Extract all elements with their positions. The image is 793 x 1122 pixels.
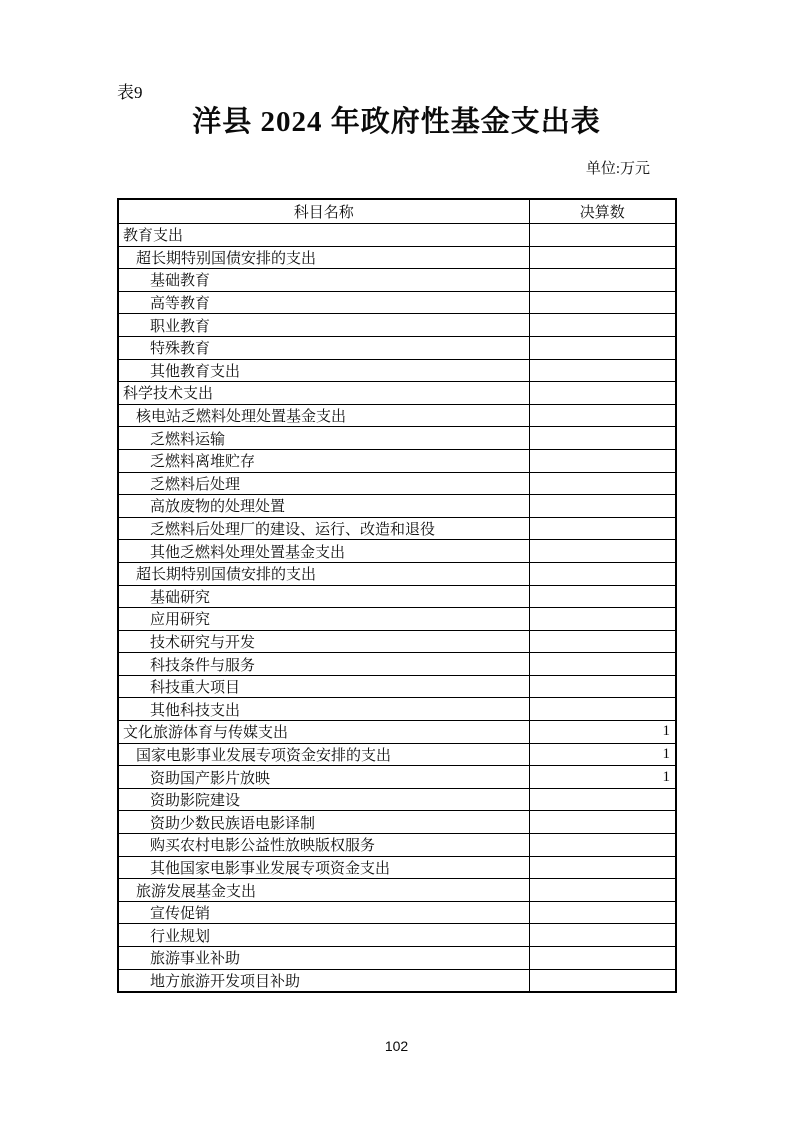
amount-cell <box>529 562 676 585</box>
table-row <box>118 653 676 676</box>
table-row <box>118 743 676 766</box>
amount-cell <box>529 540 676 563</box>
amount-cell <box>529 901 676 924</box>
amount-cell <box>529 653 676 676</box>
subject-name-cell: 科技条件与服务 <box>118 653 529 676</box>
column-header-amount: 决算数 <box>529 199 676 224</box>
subject-name-cell: 宣传促销 <box>118 901 529 924</box>
table-row <box>118 834 676 857</box>
table-row <box>118 879 676 902</box>
unit-note: 单位:万元 <box>585 161 650 177</box>
amount-cell <box>529 969 676 992</box>
subject-name-cell: 乏燃料离堆贮存 <box>118 449 529 472</box>
amount-cell: 1 <box>529 721 676 744</box>
table-row <box>118 856 676 879</box>
table-row <box>118 495 676 518</box>
amount-cell <box>529 269 676 292</box>
table-row <box>118 721 676 744</box>
amount-cell <box>529 856 676 879</box>
table-row <box>118 924 676 947</box>
amount-cell <box>529 427 676 450</box>
amount-cell <box>529 608 676 631</box>
table-row <box>118 562 676 585</box>
table-row <box>118 359 676 382</box>
subject-name-cell: 其他科技支出 <box>118 698 529 721</box>
subject-name-cell: 乏燃料运输 <box>118 427 529 450</box>
subject-name-cell: 资助国产影片放映 <box>118 766 529 789</box>
table-row <box>118 608 676 631</box>
table-row <box>118 449 676 472</box>
subject-name-cell: 其他国家电影事业发展专项资金支出 <box>118 856 529 879</box>
table-row <box>118 766 676 789</box>
table-row <box>118 630 676 653</box>
table-number-label: 表9 <box>117 83 143 102</box>
table-row <box>118 404 676 427</box>
table-row <box>118 788 676 811</box>
subject-name-cell: 购买农村电影公益性放映版权服务 <box>118 834 529 857</box>
amount-cell <box>529 472 676 495</box>
table-row <box>118 291 676 314</box>
table-row <box>118 472 676 495</box>
table-row <box>118 246 676 269</box>
amount-cell <box>529 585 676 608</box>
amount-cell <box>529 495 676 518</box>
amount-cell <box>529 359 676 382</box>
amount-cell <box>529 314 676 337</box>
table-row <box>118 675 676 698</box>
subject-name-cell: 高等教育 <box>118 291 529 314</box>
table-row <box>118 427 676 450</box>
amount-cell <box>529 879 676 902</box>
amount-cell <box>529 924 676 947</box>
amount-cell <box>529 517 676 540</box>
subject-name-cell: 文化旅游体育与传媒支出 <box>118 721 529 744</box>
subject-name-cell: 地方旅游开发项目补助 <box>118 969 529 992</box>
amount-cell: 1 <box>529 766 676 789</box>
table-row <box>118 269 676 292</box>
subject-name-cell: 基础研究 <box>118 585 529 608</box>
subject-name-cell: 超长期特别国债安排的支出 <box>118 562 529 585</box>
amount-cell <box>529 246 676 269</box>
table-row <box>118 517 676 540</box>
amount-cell <box>529 404 676 427</box>
table-row <box>118 224 676 247</box>
subject-name-cell: 行业规划 <box>118 924 529 947</box>
subject-name-cell: 特殊教育 <box>118 336 529 359</box>
subject-name-cell: 技术研究与开发 <box>118 630 529 653</box>
subject-name-cell: 科学技术支出 <box>118 382 529 405</box>
table-row <box>118 382 676 405</box>
subject-name-cell: 应用研究 <box>118 608 529 631</box>
table-row <box>118 698 676 721</box>
subject-name-cell: 核电站乏燃料处理处置基金支出 <box>118 404 529 427</box>
amount-cell: 1 <box>529 743 676 766</box>
amount-cell <box>529 947 676 970</box>
subject-name-cell: 基础教育 <box>118 269 529 292</box>
table-row <box>118 969 676 992</box>
amount-cell <box>529 788 676 811</box>
subject-name-cell: 资助少数民族语电影译制 <box>118 811 529 834</box>
table-row <box>118 901 676 924</box>
subject-name-cell: 教育支出 <box>118 224 529 247</box>
subject-name-cell: 超长期特别国债安排的支出 <box>118 246 529 269</box>
amount-cell <box>529 449 676 472</box>
subject-name-cell: 职业教育 <box>118 314 529 337</box>
amount-cell <box>529 224 676 247</box>
table-body <box>118 224 676 993</box>
table-row <box>118 585 676 608</box>
page-title: 洋县 2024 年政府性基金支出表 <box>192 106 601 138</box>
amount-cell <box>529 834 676 857</box>
page-number: 102 <box>384 1038 409 1054</box>
amount-cell <box>529 630 676 653</box>
table-row <box>118 336 676 359</box>
table-row <box>118 947 676 970</box>
expenditure-table <box>117 198 677 993</box>
amount-cell <box>529 382 676 405</box>
subject-name-cell: 旅游事业补助 <box>118 947 529 970</box>
subject-name-cell: 其他教育支出 <box>118 359 529 382</box>
table-row <box>118 540 676 563</box>
table-header-row <box>118 199 676 224</box>
amount-cell <box>529 291 676 314</box>
amount-cell <box>529 675 676 698</box>
column-header-subject: 科目名称 <box>118 199 529 224</box>
subject-name-cell: 乏燃料后处理 <box>118 472 529 495</box>
subject-name-cell: 高放废物的处理处置 <box>118 495 529 518</box>
table-row <box>118 314 676 337</box>
amount-cell <box>529 811 676 834</box>
subject-name-cell: 科技重大项目 <box>118 675 529 698</box>
subject-name-cell: 国家电影事业发展专项资金安排的支出 <box>118 743 529 766</box>
subject-name-cell: 其他乏燃料处理处置基金支出 <box>118 540 529 563</box>
subject-name-cell: 乏燃料后处理厂的建设、运行、改造和退役 <box>118 517 529 540</box>
amount-cell <box>529 336 676 359</box>
subject-name-cell: 旅游发展基金支出 <box>118 879 529 902</box>
table-row <box>118 811 676 834</box>
subject-name-cell: 资助影院建设 <box>118 788 529 811</box>
amount-cell <box>529 698 676 721</box>
